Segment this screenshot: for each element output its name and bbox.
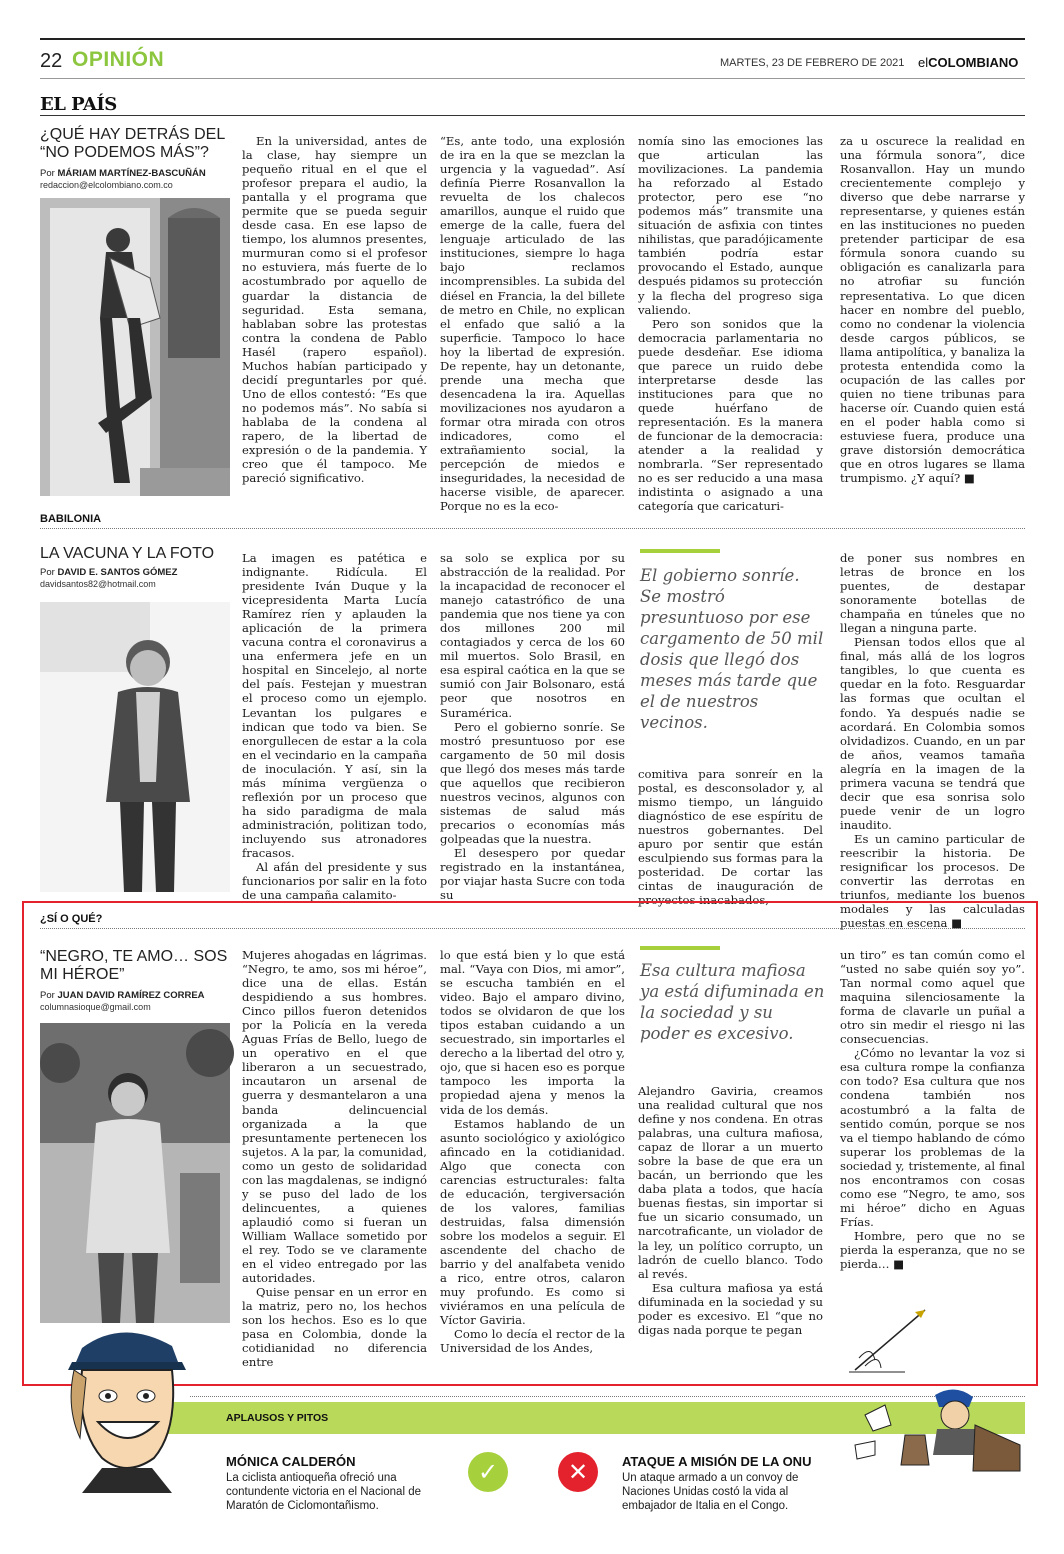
article1-byline bbox=[40, 168, 240, 179]
masthead-el: el bbox=[918, 55, 929, 70]
article1-title: ¿QUÉ HAY DETRÁS DEL “NO PODEMOS MÁS”? bbox=[40, 126, 225, 161]
author2-photo bbox=[40, 602, 230, 892]
caricature-icon bbox=[62, 1318, 192, 1493]
article1-col1 bbox=[242, 134, 427, 492]
article1-col2-text: “Es, ante todo, una explosión de ira en la que se mezclan la urgencia y la vaguedad”. Así definía Pierre Rosanvallon la revuelta de los chalecos amarillos, aunque el ruido que emerge de la calle, fuera del lenguaje articulado de las instituciones, siempre lo haga bajo reclamos incomprensibles. La subida del diésel en Francia, la del billete de metro en Chile, no explican el enfado que salió a la superficie. Tampoco lo hace hoy la libertad de expresión. De repente, hay un detonante, prende una mecha que desencadena la ira. Aquellas movilizaciones nos ayudaron a formar otra mirada con otros indicadores, como el extrañamiento social, la percepción de miedos e inseguridades, la necesidad de hacerse visible, de aparecer. Porque no es la eco- bbox=[440, 134, 625, 514]
article3-byline bbox=[40, 990, 240, 1001]
article2-col3-text: comitiva para sonreír en la postal, es desconsolador y, al mismo tiempo, un lánguido diagnóstico de ese espíritu de nuestros gobernantes. Del apuro por sentir que están esculpiendo sus formas para la posteridad. De cortar las cintas de inauguración de proyectos inacabados, bbox=[638, 767, 823, 908]
article1-col4 bbox=[840, 134, 1025, 492]
article3-email: columnasioque@gmail.com bbox=[40, 1002, 151, 1012]
author2-photo-svg bbox=[40, 602, 230, 892]
article1-col4-text: za u oscurece la realidad en una fórmula sonora”, dice Rosanvallon. Hay un mundo crecientemente complejo y diverso que debe narrarse y representarse, y quienes están en las instituciones no pueden pretender participar de esa fórmula sonora cuando su obligación es canalizarla para no atrofiar su función representativa. Lo que dicen hacer en nombre del pueblo, como no condenar la violencia desde cargos públicos, se llama antipolítica, y banaliza la protesta entendida como la ocupación de las calles por quien no tiene tribunas para hacerse oír. Cuando quien está en el poder habla como si estuviese fuera, produce una grave distorsión democrática que en otros lugares se llama trumpismo. ¿Y aquí? ■ bbox=[840, 134, 1025, 486]
article1-rule bbox=[40, 115, 1025, 116]
article2-author: DAVID E. SANTOS GÓMEZ bbox=[57, 567, 178, 578]
article3-col4 bbox=[840, 948, 1025, 1288]
article1-email: redaccion@elcolombiano.com.co bbox=[40, 180, 173, 190]
article1-author: MÁRIAM MARTÍNEZ-BASCUÑÁN bbox=[57, 168, 206, 179]
masthead bbox=[918, 55, 1018, 70]
aplausos-right-name: ATAQUE A MISIÓN DE LA ONU bbox=[622, 1454, 812, 1469]
article2-section: BABILONIA bbox=[40, 513, 102, 525]
aplausos-right-text: Un ataque armado a un convoy de Naciones Unidas costó la vida al embajador de Italia en el Congo. bbox=[622, 1472, 799, 1512]
article2-col2 bbox=[440, 551, 625, 903]
author3-photo bbox=[40, 1023, 230, 1323]
pullquote3-bar bbox=[640, 946, 720, 950]
article3-col2c-text: Como lo decía el rector de la Universidad de los Andes, bbox=[440, 1327, 625, 1356]
aplausos-left-name: MÓNICA CALDERÓN bbox=[226, 1454, 356, 1469]
article2-col4a-text: de poner sus nombres en letras de bronce en los puentes, de destapar sonoramente botellas de champaña en túneles que no llegan a ninguna parte. bbox=[840, 551, 1025, 636]
article3-col2a-text: lo que está bien y lo que está mal. “Vaya con Dios, mi amor”, se escucha también en el video. Bajo el amparo divino, todos se olvidaron de que los tipos estaban cuidando a un secuestrado, sin importarles el derecho a la libertad del otro y, ojo, que si hacen eso es porque tampoco les importa la propiedad ajena y menos la vida de los demás. bbox=[440, 948, 625, 1117]
article3-col1b-text: Quise pensar en un error en la matriz, pero no, los hechos son los hechos. Eso es lo que pasa en Colombia, donde la cotidianidad no diferencia entre bbox=[242, 1285, 427, 1370]
byline-prefix: Por bbox=[40, 567, 55, 578]
article3-col3b-text: Esa cultura mafiosa ya está difuminada en la sociedad y su poder es excesivo. El “que no digas nada porque te pegan bbox=[638, 1280, 823, 1337]
top-rule bbox=[40, 38, 1025, 40]
article2-col4 bbox=[840, 551, 1025, 931]
article1-col3a-text: nomía sino las emociones las que articulan las movilizaciones. La pandemia ha reforzado al Estado protector, pero ese “no podemos más” transmite una situación de asfixia con tintes nihilistas, que paradójicamente también podría estar provocando el Estado, aunque después pidamos su protección y la flecha del progreso siga valiendo. bbox=[638, 134, 823, 317]
pitos-cartoon-icon bbox=[845, 1375, 1025, 1475]
article3-col4a-text: un tiro” es tan común como el “usted no sabe quién soy yo”. Tan normal como aquel que maquina silenciosamente la forma de clavarle un puñal a otro sin medir el riesgo ni las consecuencias. bbox=[840, 948, 1025, 1047]
article2-col2a-text: sa solo se explica por su abstracción de la realidad. Por la incapacidad de reconocer el manejo catastrófico de una pandemia que nos tiene ya con dos millones 200 mil contagiados y cerca de los 60 mil muertos. Solo Brasil, en esa espiral caótica en la que se sumió con Jair Bolsonaro, está peor que nosotros en Suramérica. bbox=[440, 551, 625, 720]
masthead-name: COLOMBIANO bbox=[928, 55, 1019, 70]
article3-author: JUAN DAVID RAMÍREZ CORREA bbox=[57, 990, 205, 1001]
article2-col1b-text: Al afán del presidente y sus funcionarios por salir en la foto de una campaña calamito- bbox=[242, 860, 428, 903]
article3-col2b-text: Estamos hablando de un asunto sociológico y axiológico afincado en la cotidianidad. Algo que conecta con carencias estructurales: falta de educación, tergiversación de los valores, familias destruidas, falsa dimensión sobre los modelos a seguir. El ascendente del chacho de barrio y del analfabeta venido a rico, entre otros, calaron muy profundo. Es como si viviéramos en una película de Víctor Gaviria. bbox=[440, 1116, 625, 1328]
article3-col3a-text: Alejandro Gaviria, creamos una realidad cultural que nos define y nos condena. En otras palabras, una cultura mafiosa, capaz de llorar a un muerto sobre la base de que era un bacán, un berriondo que les daba plata a todos, que hacía buenas fiestas, sin importar si fue un sicario consumado, un narcotraficante, un violador de la ley, un político corrupto, un ladrón de cuello blanco. Todo al revés. bbox=[638, 1084, 823, 1281]
statue-photo-svg bbox=[40, 198, 230, 496]
article2-col4c-text: Es un camino particular de reescribir la historia. De resignificar los procesos. De convertir las derrotas en triunfos, mediante los buenos modales y las calculadas puestas en escena ■ bbox=[840, 831, 1025, 931]
author3-photo-svg bbox=[40, 1023, 230, 1323]
article1-col2 bbox=[440, 134, 625, 514]
article3-col3 bbox=[638, 1084, 823, 1352]
aplausos-left-text: La ciclista antioqueña ofreció una contundente victoria en el Nacional de Maratón de Ciclomontañismo. bbox=[226, 1472, 421, 1512]
pullquote2-bar bbox=[640, 549, 720, 553]
article3-col1 bbox=[242, 948, 427, 1370]
article2-col1a-text: La imagen es patética e indignante. Ridícula. El presidente Iván Duque y la vicepresidenta Marta Lucía Ramírez ríen y aplauden la aplicación de la primera vacuna contra el coronavirus a una enfermera jefe en un hospital en Sincelejo, al norte del país. Festejan y muestran el proceso como un ejemplo. Levantan los pulgares e indican que todo va bien. Se enorgullecen de estar a la cola en el vecindario en la campaña de inoculación. Y así, sin la más mínima vergüenza o reflexión por un proceso que ha sido paradigma de mala administración, politizan todo, incluyendo sus atronadores fracasos. bbox=[242, 551, 427, 860]
date-line: MARTES, 23 DE FEBRERO DE 2021 bbox=[720, 57, 905, 69]
article2-pull-quote: El gobierno sonríe. Se mostró presuntuoso por ese cargamento de 50 mil dosis que llegó dos meses más tarde que el de nuestros vecinos. bbox=[640, 566, 824, 732]
article3-pull-quote: Esa cultura mafiosa ya está difuminada en la sociedad y su poder es excesivo. bbox=[640, 961, 825, 1043]
article3-title: “NEGRO, TE AMO… SOS MI HÉROE” bbox=[40, 948, 228, 983]
article3-col2 bbox=[440, 948, 625, 1356]
byline-prefix: Por bbox=[40, 990, 55, 1001]
article2-col4b-text: Piensan todos ellos que al final, más allá de los logros tangibles, lo que cuenta es quedar en la foto. Resguardar las formas que ocultan el fondo. Ya después nadie se acordará. En Colombia somos olvidadizos. Cuando, en un par de años, veamos tamaña alegría en la imagen de la primera vacuna se tendrá que decir que esa sonrisa solo puede venir de un logro inaudito. bbox=[840, 635, 1025, 832]
article1-col3b-text: Pero son sonidos que la democracia parlamentaria no puede desdeñar. Ese idioma que parece un ruido debe interpretarse desde las instituciones para que no quede huérfano de representación. Es la manera de funcionar de la democracia: atender a la realidad y nombrarla. “Ser representado no es ser reducido a una masa indistinta o asignado a una categoría que caricaturi- bbox=[638, 316, 823, 514]
statue-photo bbox=[40, 198, 230, 496]
byline-prefix: Por bbox=[40, 168, 55, 179]
article2-col3 bbox=[638, 767, 823, 908]
article2-col2c-text: El desespero por quedar registrado en la instantánea, por viajar hasta Sucre con toda su bbox=[440, 845, 625, 903]
article3-col1a-text: Mujeres ahogadas en lágrimas. “Negro, te amo, sos mi héroe”, dice una de ellas. Están despidiendo a sus hombres. Cinco pillos fueron detenidos por la Policía en la vereda Aguas Frías de Bello, luego de un operativo en el que liberaron a un secuestrado, incautaron un arsenal de guerra y desmantelaron a una banda delincuencial organizada a la que presuntamente pertenecen los sujetos. A la par, la comunidad, como un gesto de solidaridad con las magdalenas, se indignó y se puso del lado de los delincuentes, a quienes aplaudió como si fueran un William Wallace sometido por el rey. Todo se ve claramente en el video entregado por las autoridades. bbox=[242, 948, 427, 1286]
header-rule bbox=[40, 78, 1025, 79]
page-number: 22 bbox=[40, 50, 63, 72]
section-title: OPINIÓN bbox=[72, 48, 165, 71]
article2-title: LA VACUNA Y LA FOTO bbox=[40, 545, 215, 562]
aplausos-title: APLAUSOS Y PITOS bbox=[226, 1412, 329, 1424]
article3-col4b-text: ¿Cómo no levantar la voz si esa cultura rompe la confianza con todo? Esa cultura que nos condena también nos acostumbró a la falta de sentido común, porque se nos va el tiempo hablando de cómo superar los problemas de la sociedad y, tristemente, al final nos encontramos con cosas como ese “Negro, te amo, sos mi héroe” dicho en Aguas Frías. bbox=[840, 1046, 1025, 1229]
article3-col4c-text: Hombre, pero que no se pierda la esperanza, que no se pierda… ■ bbox=[840, 1228, 1025, 1272]
dart-doodle-icon bbox=[845, 1300, 935, 1375]
source-logo: EL PAÍS bbox=[40, 94, 117, 115]
article2-byline bbox=[40, 567, 240, 578]
article2-rule bbox=[40, 528, 1025, 529]
article2-col1 bbox=[242, 551, 428, 903]
article3-section: ¿SÍ O QUÉ? bbox=[40, 913, 103, 925]
check-icon: ✓ bbox=[468, 1452, 508, 1492]
article1-col3 bbox=[638, 134, 823, 514]
article2-col2b-text: Pero el gobierno sonríe. Se mostró presuntuoso por ese cargamento de 50 mil dosis que llegó dos meses más tarde que aquellos que recibieron nuestros vecinos, algunos con sistemas de salud más precarios o economías más golpeadas que la nuestra. bbox=[440, 719, 625, 846]
x-icon: ✕ bbox=[558, 1452, 598, 1492]
article1-col1-text: En la universidad, antes de la clase, hay siempre un pequeño ritual en el que el profesor prepara el audio, la pantalla y el programa que permite que se pueda seguir desde casa. En ese lapso de tiempo, los alumnos presentes, murmuran como si el profesor no estuviera, más fuerte de lo acostumbrado por aquello de guardar la distancia de seguridad. Esta semana, hablaban sobre las protestas contra la condena de Pablo Hasél (rapero español). Muchos habían participado y decidí preguntarles por qué. Uno de ellos contestó: “Es que no podemos más”. No sabía si hablaba de la condena al rapero, de la libertad de expresión o de la pandemia. Y creo que él tampoco. Me pareció significativo. bbox=[242, 134, 427, 486]
article3-rule bbox=[40, 928, 1025, 929]
article2-email: davidsantos82@hotmail.com bbox=[40, 579, 156, 589]
